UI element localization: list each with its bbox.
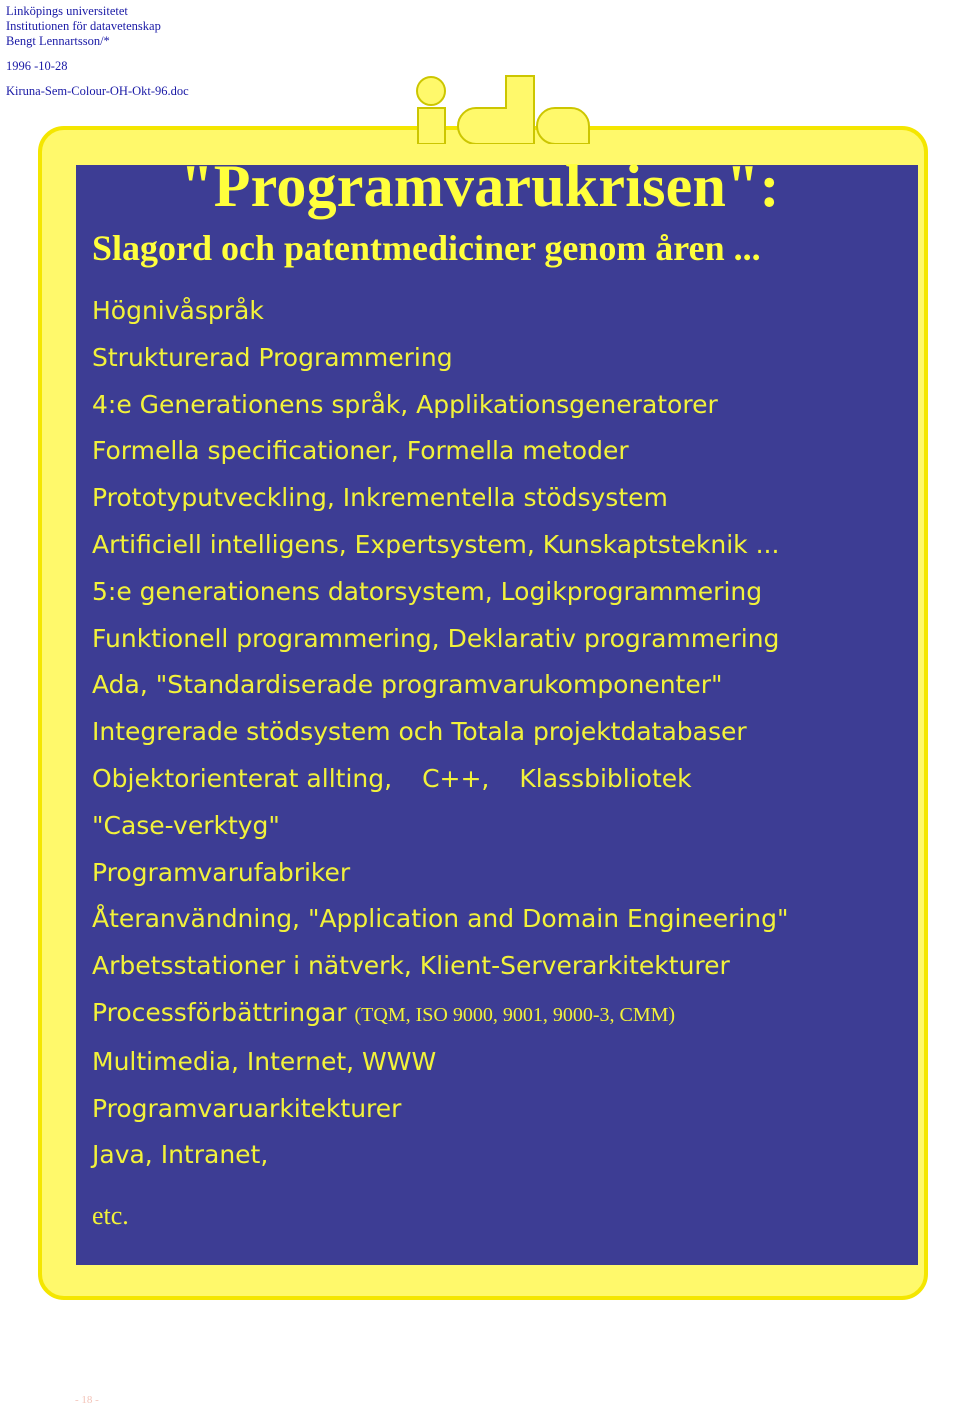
list-item: Programvarufabriker bbox=[92, 857, 351, 887]
list-item-process bbox=[92, 990, 789, 1039]
list-item: Återanvändning, "Application and Domain Engineering" bbox=[92, 904, 789, 934]
list-item: Java, Intranet, bbox=[92, 1140, 269, 1170]
list-item: Prototyputveckling, Inkrementella stödsystem bbox=[92, 483, 668, 513]
list-item: Högnivåspråk bbox=[92, 296, 264, 325]
list-item: "Case-verktyg" bbox=[92, 810, 280, 840]
process-standards: (TQM, ISO 9000, 9001, 9000-3, CMM) bbox=[354, 1003, 676, 1026]
list-item: Ada, "Standardiserade programvarukomponenter" bbox=[92, 670, 723, 700]
slide-subtitle: Slagord och patentmediciner genom åren ... bbox=[92, 228, 761, 268]
oop-part-1: Objektorienterat allting, bbox=[92, 763, 393, 793]
header-institution: Institutionen för datavetenskap bbox=[6, 19, 161, 33]
process-main: Processförbättringar bbox=[92, 997, 347, 1027]
slogan-list bbox=[92, 288, 789, 1179]
header-date: 1996 -10-28 bbox=[6, 59, 68, 73]
etc-label: etc. bbox=[92, 1201, 129, 1230]
list-item: Funktionell programmering, Deklarativ programmering bbox=[92, 623, 780, 653]
list-item: Artificiell intelligens, Expertsystem, Kunskaptsteknik ... bbox=[92, 529, 780, 559]
list-item: 4:e Generationens språk, Applikationsgeneratorer bbox=[92, 389, 718, 419]
header-filename: Kiruna-Sem-Colour-OH-Okt-96.doc bbox=[6, 84, 189, 98]
page-number: - 18 - bbox=[75, 1394, 99, 1406]
list-item: Strukturerad Programmering bbox=[92, 342, 453, 372]
ida-logo-icon bbox=[410, 74, 590, 144]
list-item-oop bbox=[92, 756, 789, 803]
document-header bbox=[6, 4, 189, 99]
slide-title: "Programvarukrisen": bbox=[180, 153, 780, 219]
header-author: Bengt Lennartsson/* bbox=[6, 34, 110, 48]
list-item: Arbetsstationer i nätverk, Klient-Serverarkitekturer bbox=[92, 951, 730, 981]
oop-part-3: Klassbibliotek bbox=[519, 763, 692, 793]
list-item: Formella specificationer, Formella metoder bbox=[92, 436, 629, 466]
list-item: Multimedia, Internet, WWW bbox=[92, 1046, 437, 1076]
oop-part-2: C++, bbox=[422, 763, 490, 793]
header-university: Linköpings universitetet bbox=[6, 4, 128, 18]
list-item: Programvaruarkitekturer bbox=[92, 1093, 402, 1123]
list-item: Integrerade stödsystem och Totala projektdatabaser bbox=[92, 717, 747, 747]
list-item: 5:e generationens datorsystem, Logikprogrammering bbox=[92, 576, 763, 606]
